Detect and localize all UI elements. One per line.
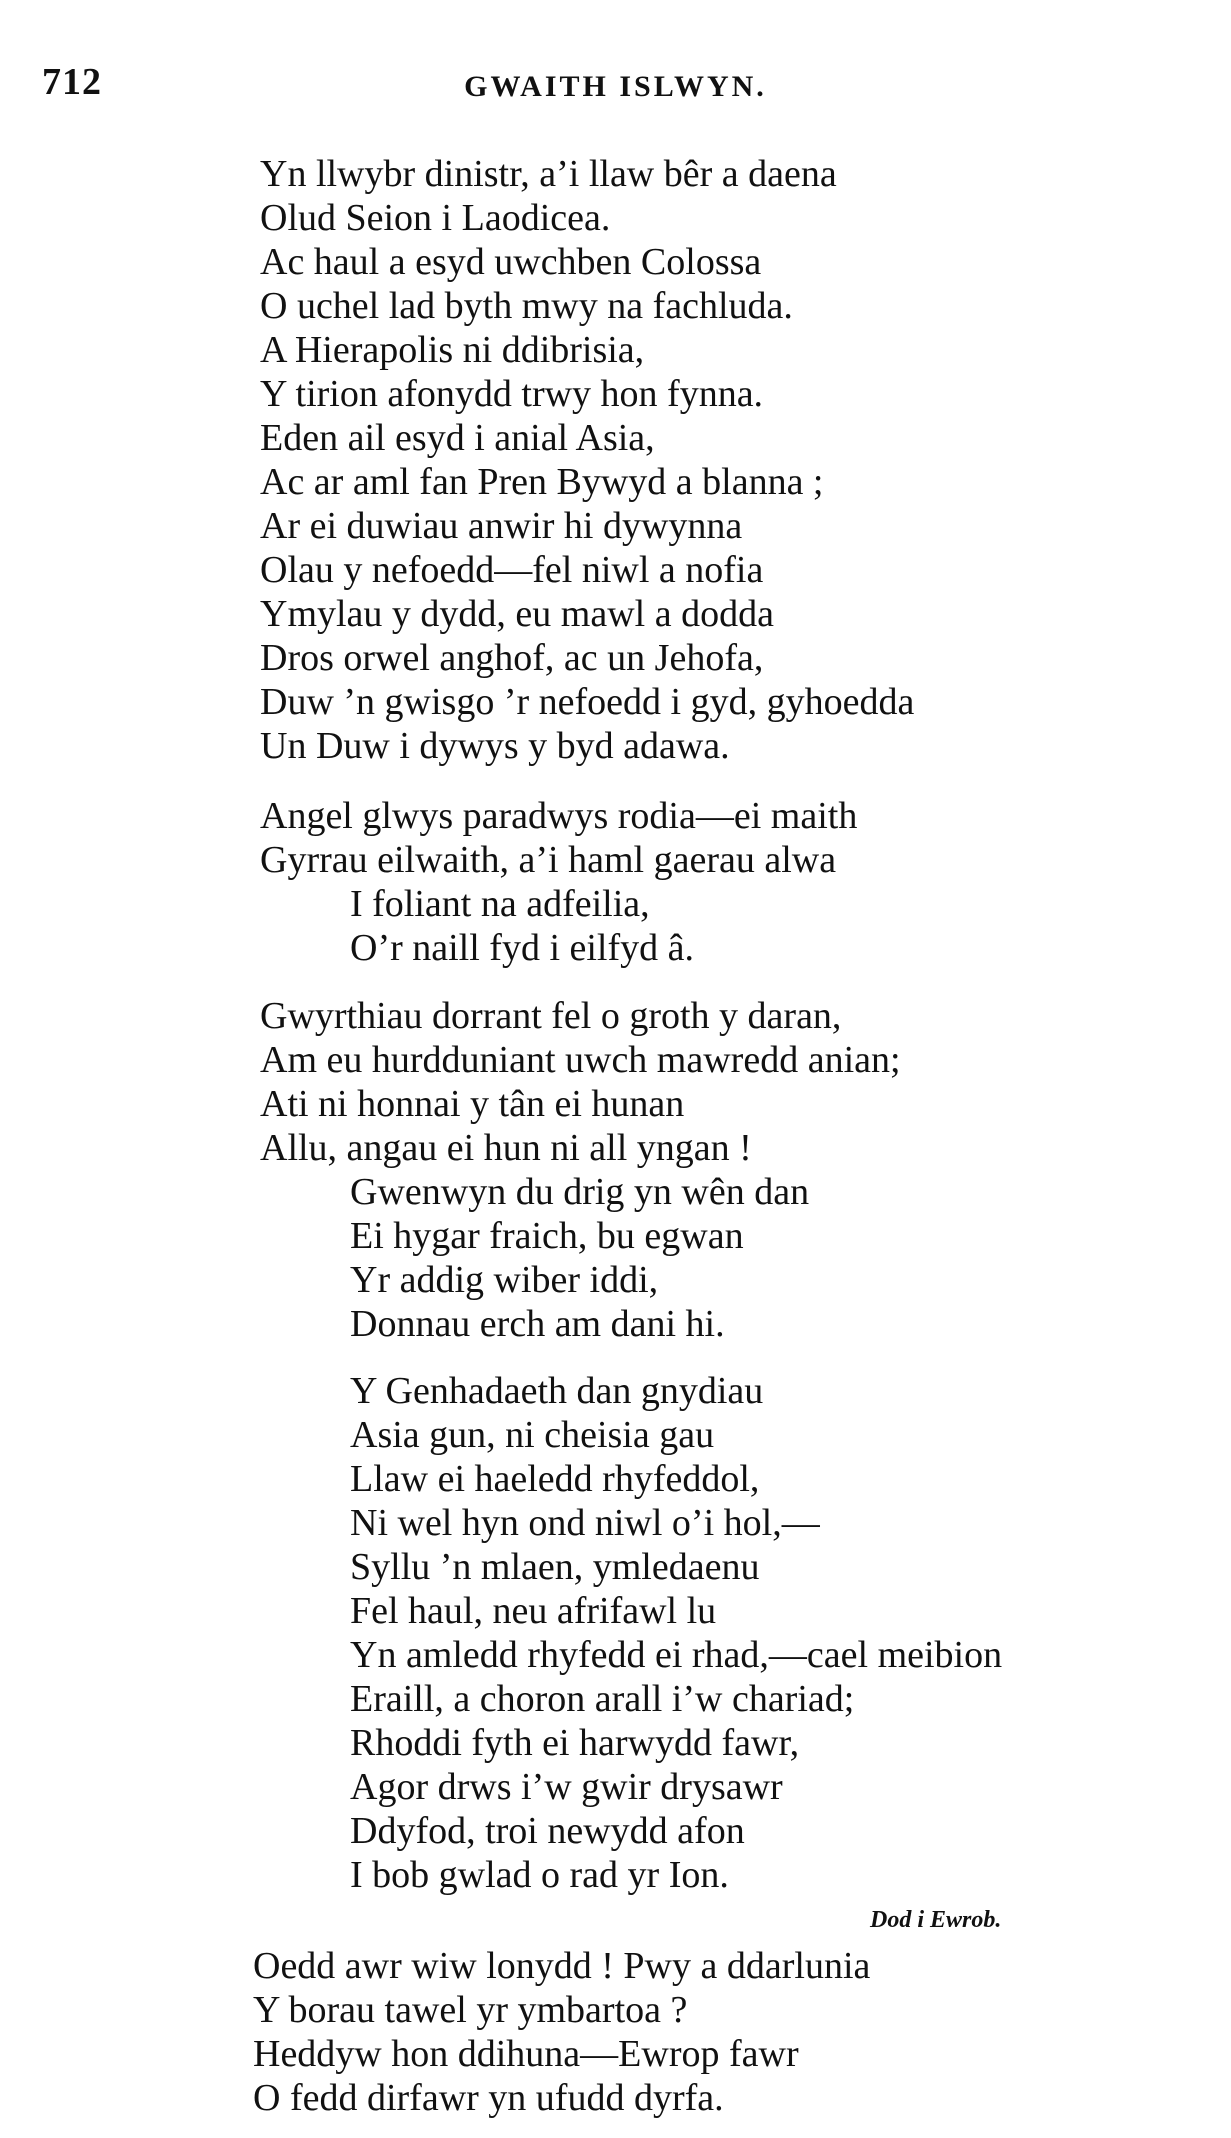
poem-line: Yr addig wiber iddi,: [350, 1259, 659, 1301]
poem-line: Heddyw hon ddihuna—Ewrop fawr: [253, 2033, 799, 2075]
poem-line: I foliant na adfeilia,: [350, 883, 650, 925]
poem-line: Ac haul a esyd uwchben Colossa: [260, 241, 762, 283]
poem-line: Ddyfod, troi newydd afon: [350, 1810, 745, 1852]
poem-line: Duw ’n gwisgo ’r nefoedd i gyd, gyhoedda: [260, 681, 915, 723]
poem-line: Yn llwybr dinistr, a’i llaw bêr a daena: [260, 153, 837, 195]
poem-line: Fel haul, neu afrifawl lu: [350, 1590, 717, 1632]
poem-line: Gyrrau eilwaith, a’i haml gaerau alwa: [260, 839, 837, 881]
poem-line: Llaw ei haeledd rhyfeddol,: [350, 1458, 760, 1500]
poem-line: Olau y nefoedd—fel niwl a nofia: [260, 549, 764, 591]
poem-line: Ymylau y dydd, eu mawl a dodda: [260, 593, 774, 635]
running-head: GWAITH ISLWYN.: [464, 70, 767, 103]
section-heading: Dod i Ewrob.: [870, 1907, 1002, 1933]
poem-line: O’r naill fyd i eilfyd â.: [350, 927, 695, 969]
poem-line: Y tirion afonydd trwy hon fynna.: [260, 373, 764, 415]
poem-line: Ar ei duwiau anwir hi dywynna: [260, 505, 743, 547]
poem-line: Am eu hurdduniant uwch mawredd anian;: [260, 1039, 901, 1081]
poem-line: Agor drws i’w gwir drysawr: [350, 1766, 783, 1808]
poem-line: Angel glwys paradwys rodia—ei maith: [260, 795, 858, 837]
poem-line: Y borau tawel yr ymbartoa ?: [253, 1989, 688, 2031]
page-number: 712: [42, 61, 102, 103]
poem-line: Ac ar aml fan Pren Bywyd a blanna ;: [260, 461, 824, 503]
poem-line: Un Duw i dywys y byd adawa.: [260, 725, 730, 767]
poem-line: Gwenwyn du drig yn wên dan: [350, 1171, 810, 1213]
poem-line: Ei hygar fraich, bu egwan: [350, 1215, 744, 1257]
poem-line: Oedd awr wiw lonydd ! Pwy a ddarlunia: [253, 1945, 871, 1987]
poem-line: Olud Seion i Laodicea.: [260, 197, 611, 239]
poem-line: Ni wel hyn ond niwl o’i hol,—: [350, 1502, 820, 1544]
poem-line: O fedd dirfawr yn ufudd dyrfa.: [253, 2077, 724, 2119]
poem-line: Dros orwel anghof, ac un Jehofa,: [260, 637, 764, 679]
poem-line: A Hierapolis ni ddibrisia,: [260, 329, 645, 371]
poem-line: Donnau erch am dani hi.: [350, 1303, 725, 1345]
poem-line: Rhoddi fyth ei harwydd fawr,: [350, 1722, 800, 1764]
poem-line: O uchel lad byth mwy na fachluda.: [260, 285, 793, 327]
poem-line: Y Genhadaeth dan gnydiau: [350, 1370, 764, 1412]
poem-line: Asia gun, ni cheisia gau: [350, 1414, 715, 1456]
poem-line: Ati ni honnai y tân ei hunan: [260, 1083, 685, 1125]
poem-line: Eraill, a choron arall i’w chariad;: [350, 1678, 855, 1720]
poem-line: Gwyrthiau dorrant fel o groth y daran,: [260, 995, 842, 1037]
poem-line: I bob gwlad o rad yr Ion.: [350, 1854, 729, 1896]
poem-line: Eden ail esyd i anial Asia,: [260, 417, 655, 459]
poem-line: Syllu ’n mlaen, ymledaenu: [350, 1546, 760, 1588]
poem-line: Yn amledd rhyfedd ei rhad,—cael meibion: [350, 1634, 1003, 1676]
poem-line: Allu, angau ei hun ni all yngan !: [260, 1127, 752, 1169]
